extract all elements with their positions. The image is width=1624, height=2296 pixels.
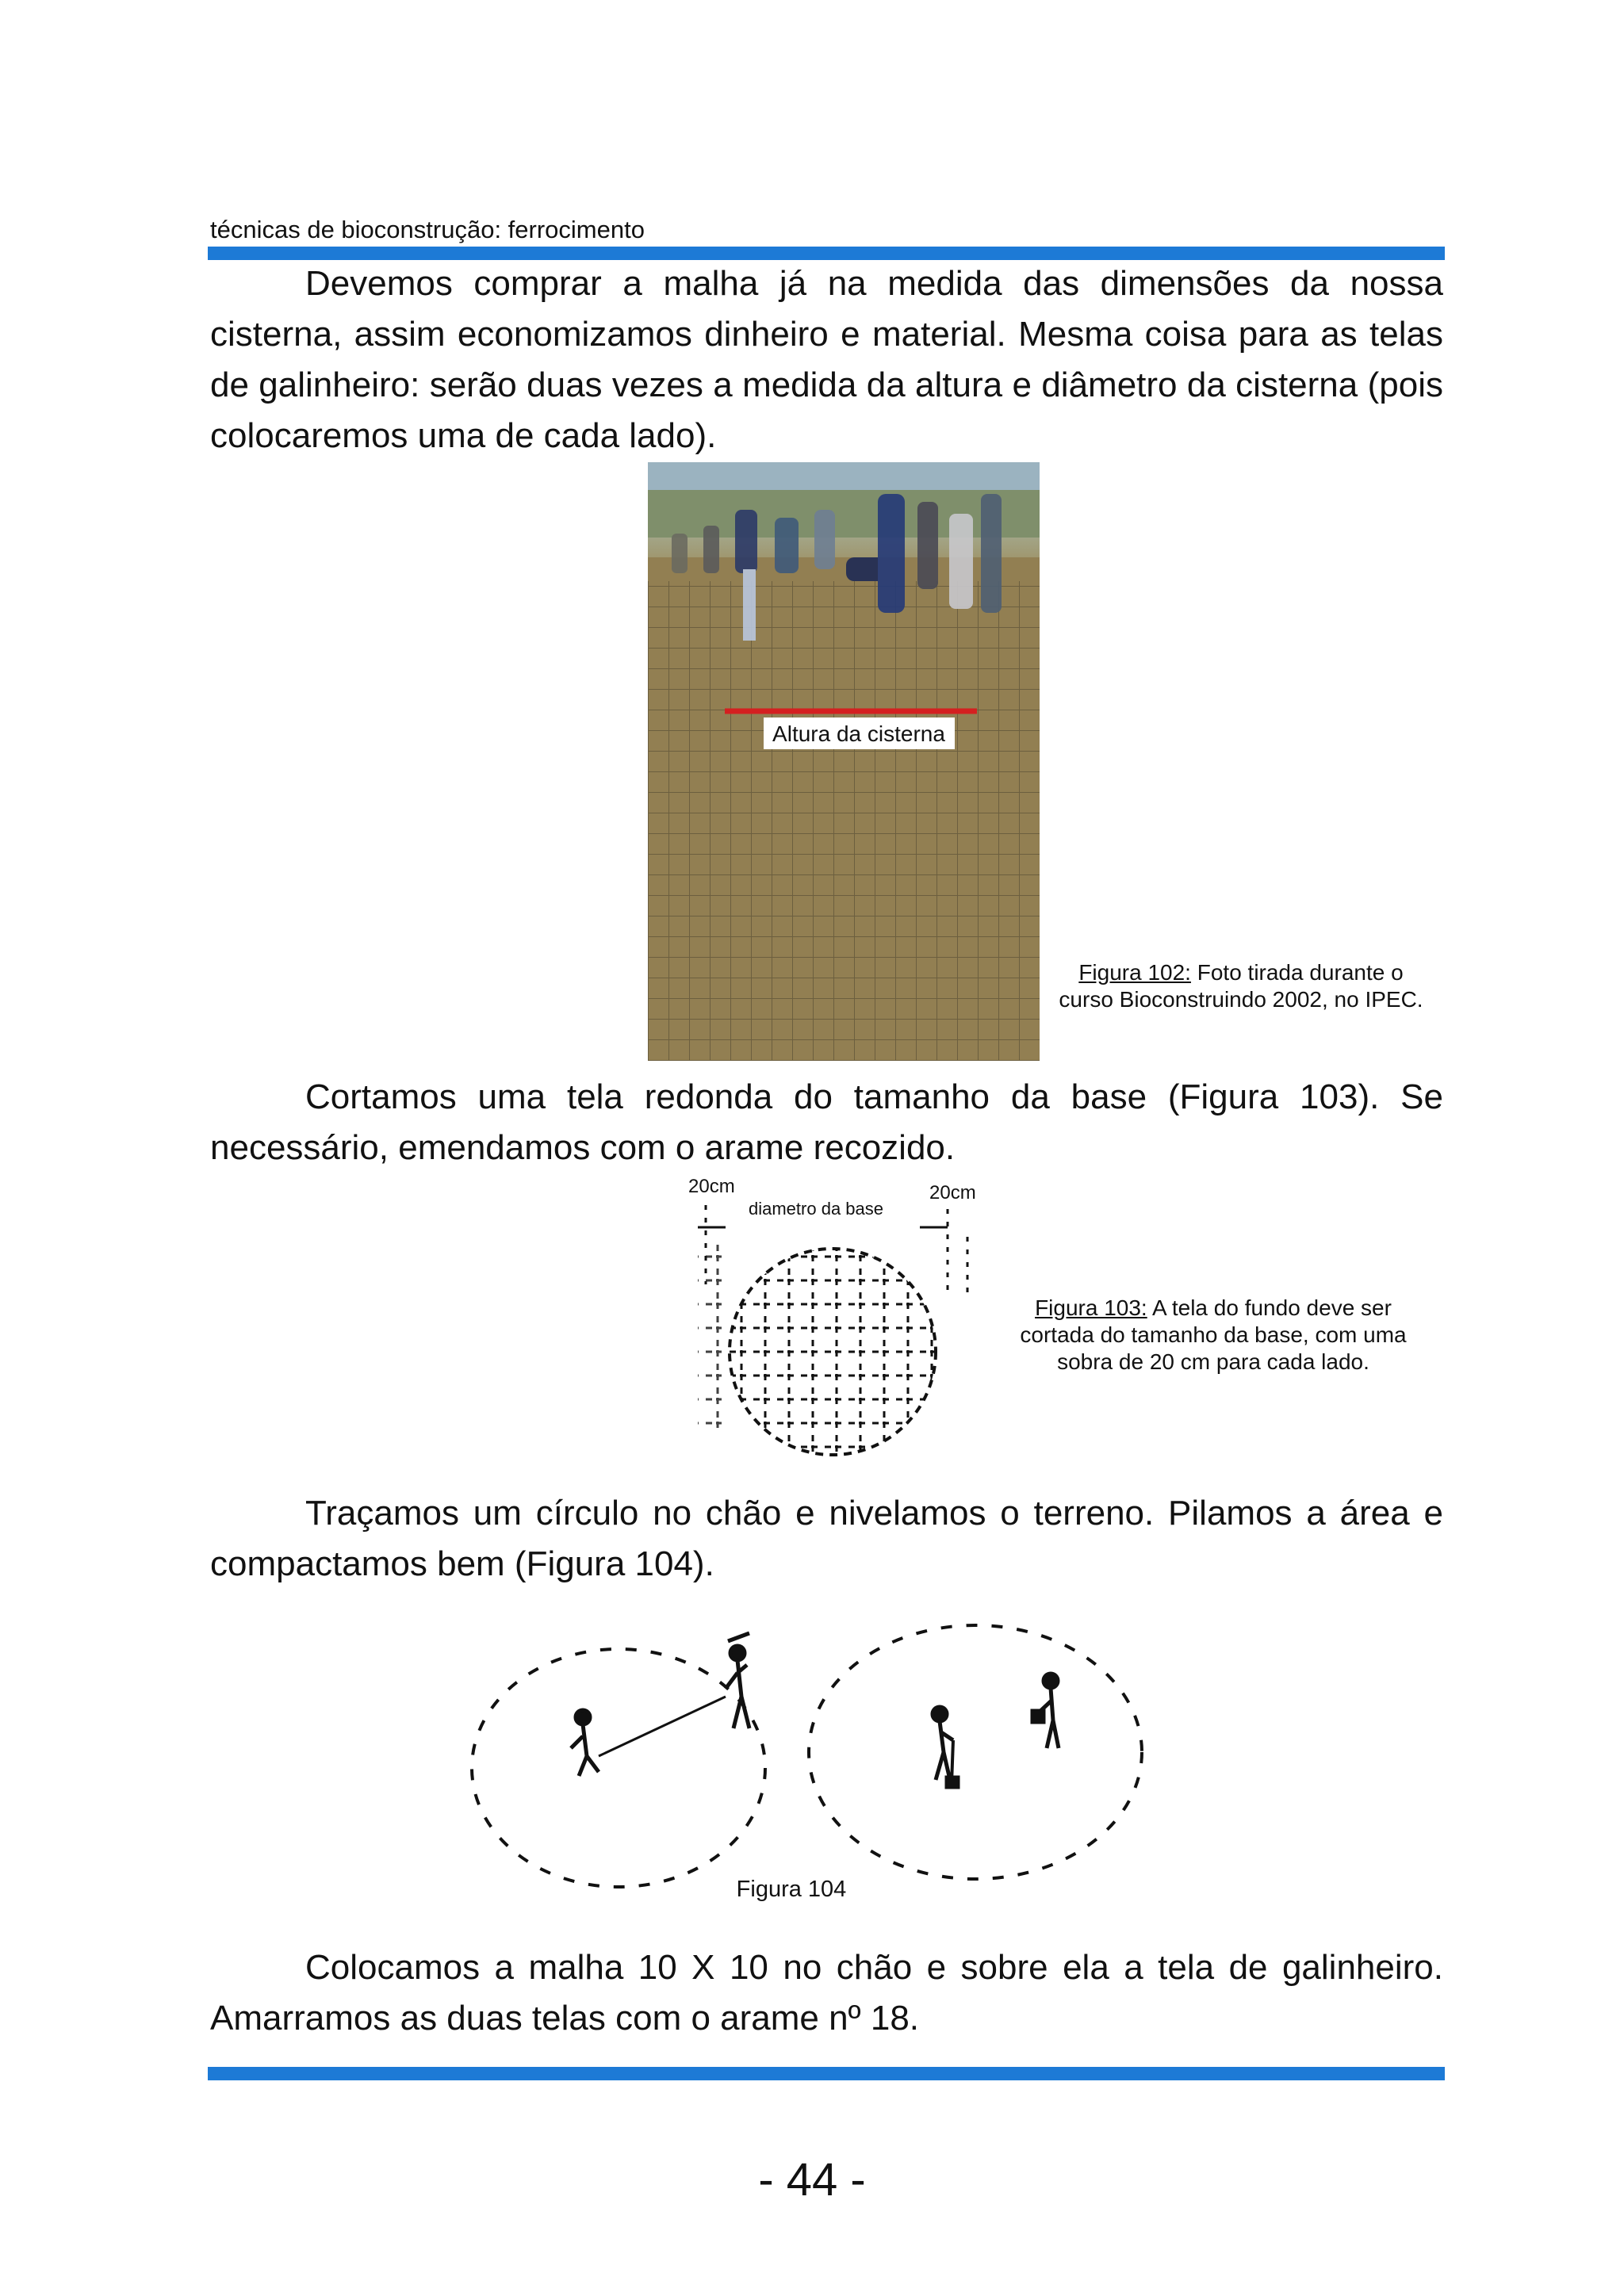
figure-103-dim-right: 20cm (929, 1182, 976, 1203)
figure-104-drawing (468, 1609, 1174, 1911)
running-header: técnicas de bioconstrução: ferrocimento (210, 216, 645, 243)
paragraph-4-text: Colocamos a malha 10 X 10 no chão e sobre ela a tela de galinheiro. Amarramos as duas telas com o arame nº 18. (210, 1948, 1443, 2038)
footer-rule (208, 2067, 1445, 2080)
paragraph-1-text: Devemos comprar a malha já na medida das dimensões da nossa cisterna, assim economizamos dinheiro e material. Mesma coisa para as telas de galinheiro: serão duas vezes a medida da altura e diâmetro da cisterna (pois colocaremos uma de cada lado). (210, 264, 1443, 455)
figure-102-photo (648, 462, 1040, 1061)
figure-102-caption-label: Figura 102: (1078, 960, 1191, 985)
figure-102-overlay-label: Altura da cisterna (772, 721, 945, 746)
paragraph-4 (210, 1942, 1443, 2044)
paragraph-2 (210, 1072, 1443, 1173)
figure-103-caption-label: Figura 103: (1035, 1295, 1147, 1320)
figure-103-caption (1007, 1295, 1419, 1376)
paragraph-1 (210, 258, 1443, 461)
paragraph-2-text: Cortamos uma tela redonda do tamanho da base (Figura 103). Se necessário, emendamos com o arame recozido. (210, 1077, 1443, 1167)
figure-104-people-right (933, 1674, 1059, 1787)
figure-102-photo-drawing (648, 462, 1040, 1061)
figure-104-caption: Figura 104 (736, 1877, 847, 1902)
page-number: - 44 - (758, 2154, 866, 2206)
ellipse-left (472, 1649, 765, 1887)
figure-103-diagram (682, 1173, 983, 1475)
figure-102-caption (1051, 959, 1431, 1013)
ellipse-right (809, 1625, 1142, 1879)
figure-103-dim-center: diametro da base (749, 1199, 883, 1219)
figure-103-caption-text: A tela do fundo deve ser cortada do tamanho da base, com uma sobra de 20 cm para cada lado. (1020, 1295, 1407, 1374)
paragraph-3-text: Traçamos um círculo no chão e nivelamos o terreno. Pilamos a área e compactamos bem (Figura 104). (210, 1494, 1443, 1583)
figure-103-dim-left: 20cm (688, 1176, 735, 1197)
paragraph-3 (210, 1488, 1443, 1590)
figure-102-caption-text: Foto tirada durante o curso Bioconstruindo 2002, no IPEC. (1059, 960, 1423, 1012)
